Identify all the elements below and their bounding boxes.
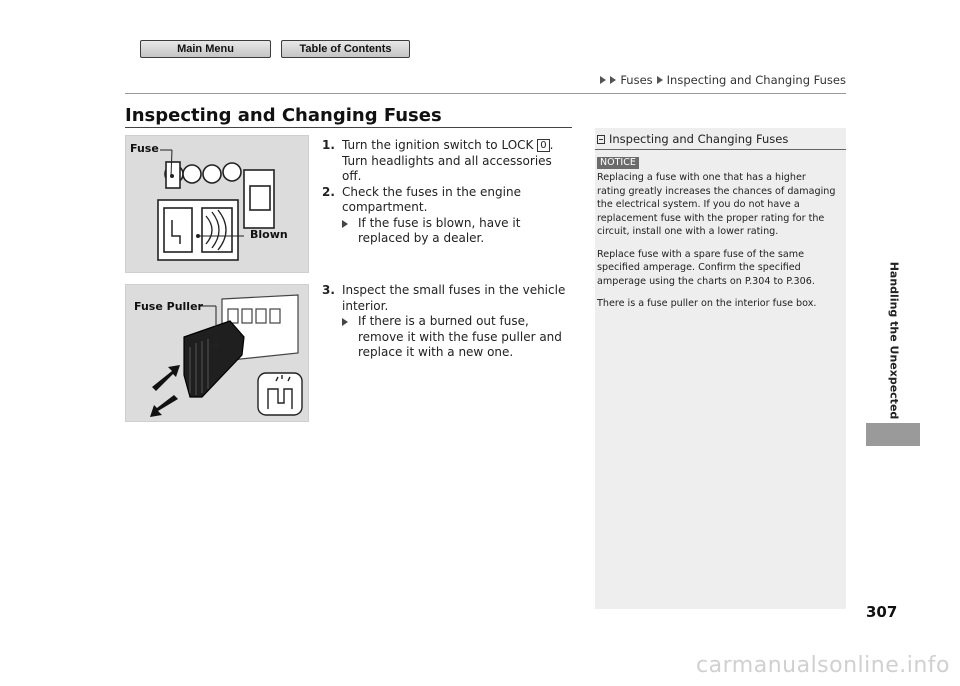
step-number: 3.	[322, 283, 335, 297]
fuse-puller-illustration	[125, 284, 309, 422]
bullet-arrow-icon	[342, 220, 348, 228]
substep-text: If the fuse is blown, have it replaced by a dealer.	[358, 215, 521, 245]
step-3-substep	[342, 314, 572, 361]
title-divider	[125, 127, 572, 128]
section-tab-label: Handling the Unexpected	[887, 261, 901, 419]
blown-label: Blown	[250, 228, 288, 241]
step-number: 1.	[322, 138, 335, 152]
notes-paragraph: There is a fuse puller on the interior fuse box.	[597, 298, 817, 309]
steps-3	[322, 283, 572, 361]
section-tab-marker	[866, 423, 920, 446]
engine-fuse-box-illustration	[125, 135, 309, 273]
notes-paragraph: Replacing a fuse with one that has a higher rating greatly increases the chances of damaging the electrical system. If you do not have a replacement fuse with the proper rating for the circuit, install one with a lower rating.	[597, 172, 836, 237]
main-menu-button[interactable]: Main Menu	[140, 40, 271, 58]
step-number: 2.	[322, 184, 335, 199]
table-of-contents-button[interactable]: Table of Contents	[281, 40, 410, 58]
step-text: Check the fuses in the engine compartment.	[342, 184, 521, 214]
notes-paragraph: Replace fuse with a spare fuse of the same specified amperage. Confirm the specified amperage using the charts on P.304 to P.306.	[597, 248, 815, 287]
lock-position-icon: 0	[537, 139, 549, 152]
step-text: . Turn headlights and all accessories off.	[342, 138, 554, 183]
breadcrumb-arrow-icon	[610, 76, 616, 84]
step-text: Inspect the small fuses in the vehicle interior.	[342, 283, 566, 313]
step-2-substep	[342, 216, 572, 247]
engine-fuse-box-drawing	[126, 136, 310, 274]
fuse-puller-label: Fuse Puller	[134, 300, 203, 313]
note-icon	[597, 135, 605, 144]
breadcrumb-arrow-icon	[657, 76, 663, 84]
step-1	[322, 138, 572, 185]
breadcrumb-link-fuses[interactable]: Fuses	[620, 73, 653, 87]
page-title: Inspecting and Changing Fuses	[125, 105, 442, 126]
step-text: Turn the ignition switch to LOCK	[342, 138, 534, 152]
notice-badge: NOTICE	[597, 157, 639, 169]
section-tab[interactable]	[866, 260, 922, 420]
bullet-arrow-icon	[342, 318, 348, 326]
watermark: carmanualsonline.info	[696, 653, 950, 678]
step-2	[322, 185, 572, 216]
breadcrumb-current: Inspecting and Changing Fuses	[666, 73, 846, 87]
header-divider	[125, 93, 846, 94]
steps-1-2	[322, 138, 572, 247]
notes-heading	[595, 128, 846, 150]
breadcrumb-arrow-icon	[600, 76, 606, 84]
breadcrumb	[600, 73, 846, 87]
page-number: 307	[866, 603, 898, 621]
notes-panel	[595, 128, 846, 609]
substep-text: If there is a burned out fuse, remove it with the fuse puller and replace it with a new one.	[358, 314, 562, 359]
notes-heading-text: Inspecting and Changing Fuses	[609, 132, 789, 146]
fuse-label: Fuse	[130, 142, 159, 155]
step-3	[322, 283, 572, 314]
